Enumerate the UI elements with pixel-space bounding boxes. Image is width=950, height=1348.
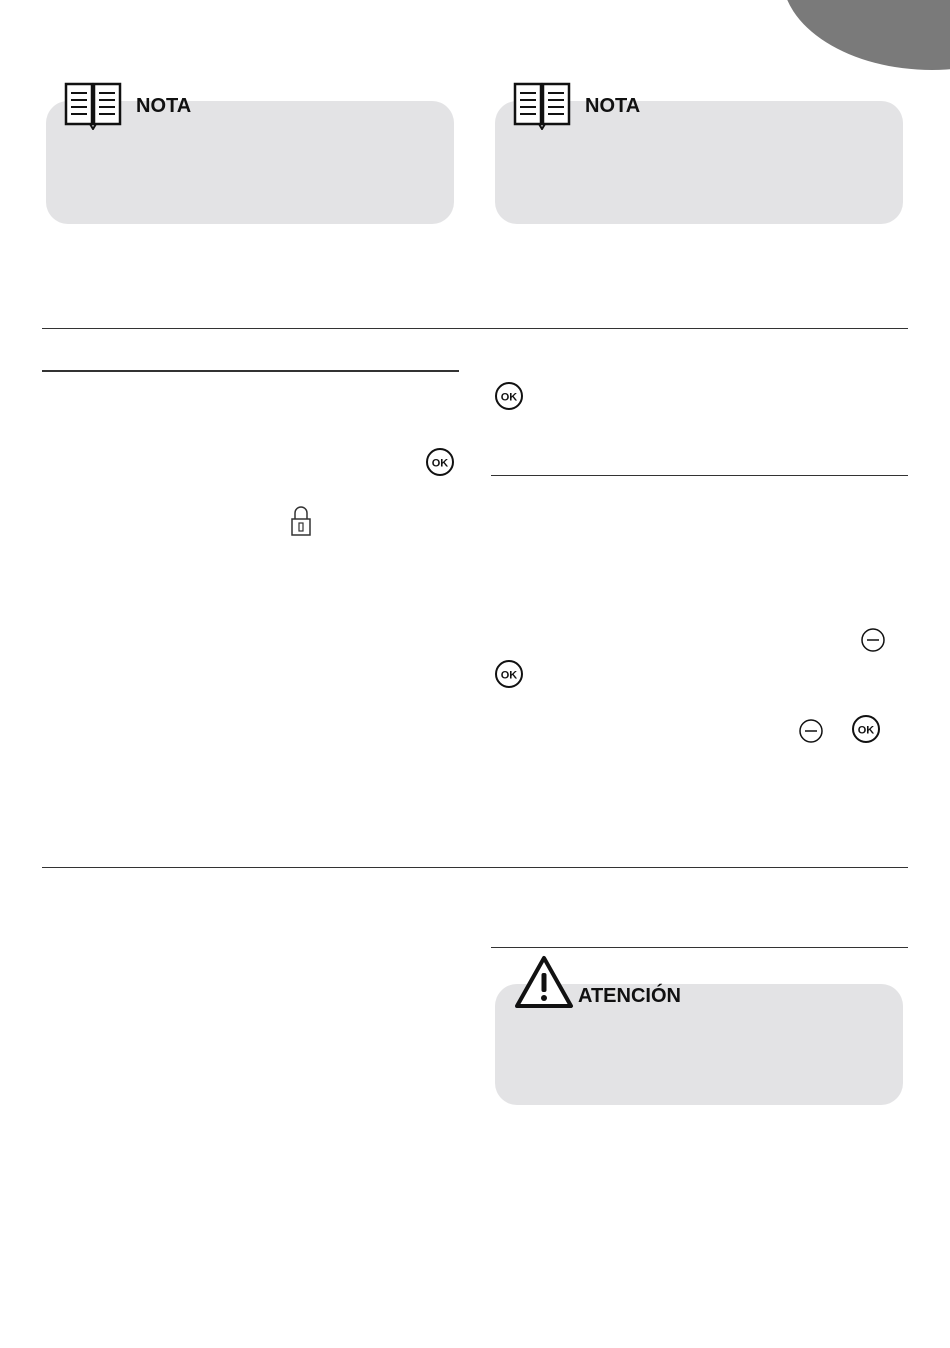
minus-button-icon [860, 627, 886, 653]
subsection-rule-left [42, 370, 459, 372]
lock-icon [290, 505, 312, 537]
svg-text:OK: OK [500, 391, 518, 404]
ok-button-icon [425, 447, 455, 477]
note-label-right: NOTA [585, 94, 641, 117]
ok-button-icon [494, 381, 524, 411]
open-book-icon [513, 82, 573, 130]
section-divider [42, 867, 908, 868]
svg-text:OK: OK [857, 724, 875, 737]
open-book-icon [64, 82, 124, 130]
note-label-left: NOTA [136, 94, 192, 117]
ok-button-icon [494, 659, 524, 689]
subsection-rule-right [491, 475, 908, 476]
svg-text:OK: OK [431, 457, 449, 470]
minus-button-icon [798, 718, 824, 744]
warning-header [514, 955, 681, 1009]
subsection-rule-right [491, 947, 908, 948]
ok-button-icon [851, 714, 881, 744]
note-header-left [64, 82, 191, 130]
warning-triangle-icon [514, 955, 574, 1009]
section-divider [42, 328, 908, 329]
warning-label: ATENCIÓN [578, 984, 681, 1007]
page-corner-tab [782, 0, 950, 70]
note-header-right [513, 82, 640, 130]
svg-text:OK: OK [500, 669, 518, 682]
